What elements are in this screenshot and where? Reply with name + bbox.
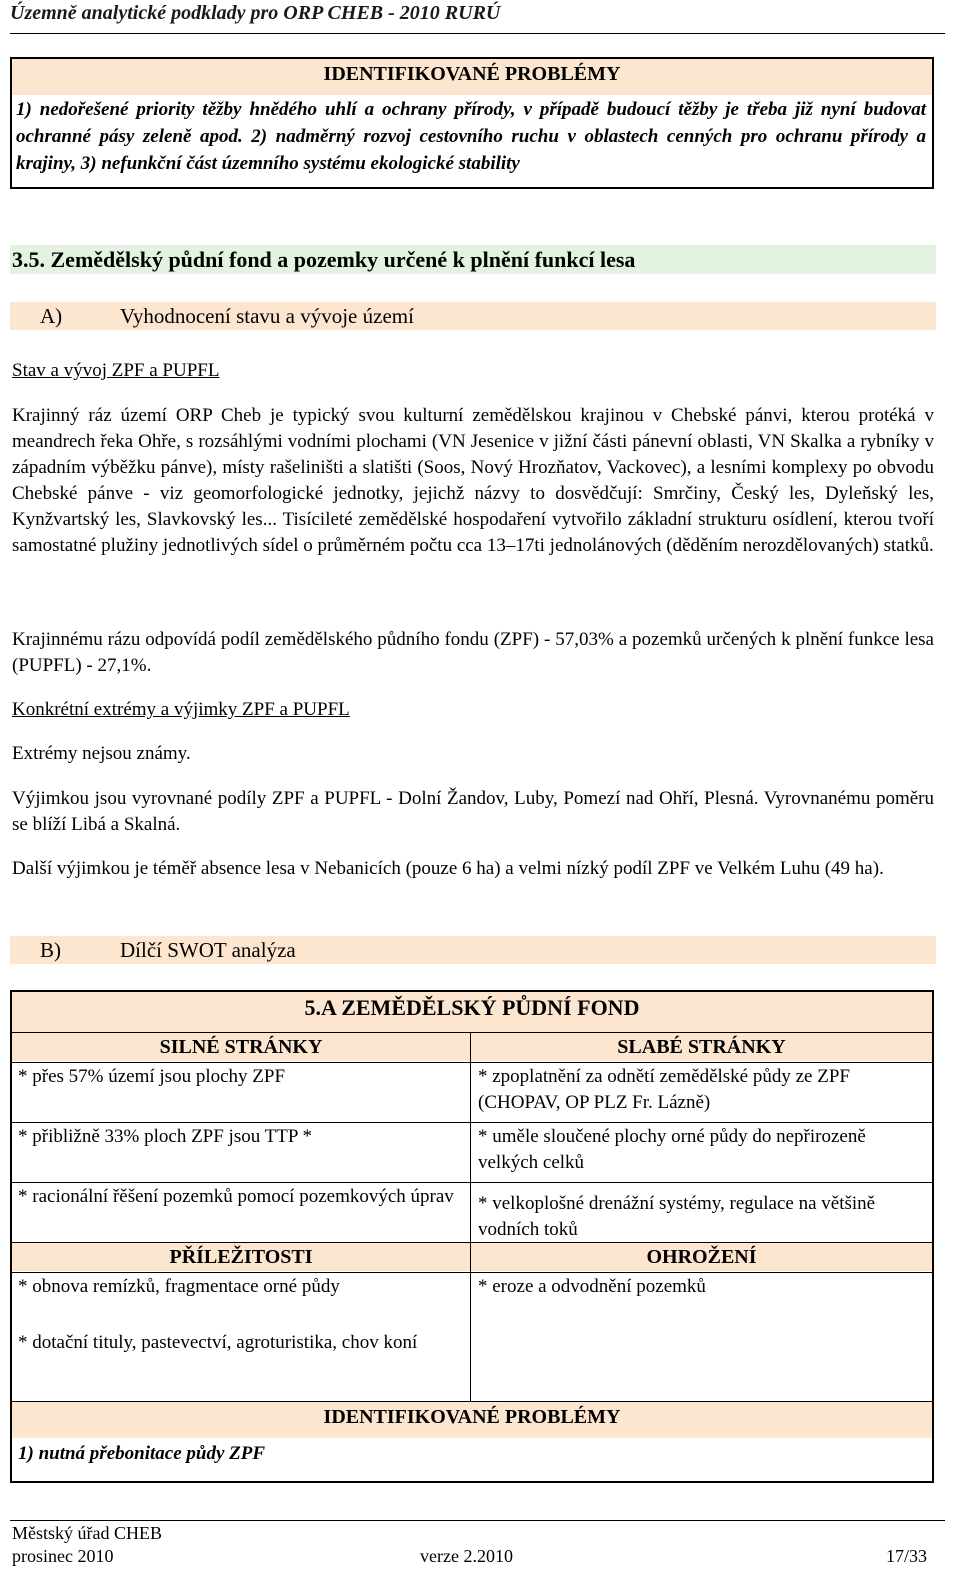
part-b-letter: B) xyxy=(40,938,61,962)
strength-item: * přibližně 33% ploch ZPF jsou TTP * xyxy=(18,1126,312,1147)
weakness-item: * velkoplošné drenážní systémy, regulace na většině vodních toků xyxy=(478,1193,876,1240)
part-a-title: Vyhodnocení stavu a vývoje území xyxy=(120,304,414,328)
table-rule xyxy=(12,1122,932,1123)
paragraph-forest-absence: Další výjimkou je téměř absence lesa v Nebanicích (pouze 6 ha) a velmi nízký podíl ZPF ve Velkém Luhu (49 ha). xyxy=(12,858,884,879)
footer-version: verze 2.2010 xyxy=(420,1546,513,1566)
stav-subtitle: Stav a vývoj ZPF a PUPFL xyxy=(12,360,220,381)
swot-problems-text: 1) nutná přebonitace půdy ZPF xyxy=(18,1443,266,1464)
strength-item: * racionální řěšení pozemků pomocí pozemkových úprav xyxy=(18,1186,454,1207)
footer-divider xyxy=(10,1520,945,1521)
threats-header: OHROŽENÍ xyxy=(471,1243,932,1271)
paragraph-exceptions: Výjimkou jsou vyrovnané podíly ZPF a PUPFL - Dolní Žandov, Luby, Pomezí nad Ohří, Plesná. Vyrovnanému poměru se blíží Libá a Skalná. xyxy=(12,788,934,835)
strength-item: * přes 57% území jsou plochy ZPF xyxy=(18,1066,286,1087)
header-divider xyxy=(10,33,945,34)
footer-page-number: 17/33 xyxy=(886,1546,928,1566)
document-header-title: Územně analytické podklady pro ORP CHEB - 2010 RURÚ xyxy=(10,2,501,24)
part-b-title: Dílčí SWOT analýza xyxy=(120,938,296,962)
swot-caption: 5.A ZEMĚDĚLSKÝ PŮDNÍ FOND xyxy=(12,992,932,1032)
swot-problems-title: IDENTIFIKOVANÉ PROBLÉMY xyxy=(12,1402,932,1438)
paragraph-landscape: Krajinný ráz území ORP Cheb je typický svou kulturní zemědělskou krajinou v Chebské pánvi, kterou protéká v meandrech řeka Ohře, s rozsáhlými vodními plochami (VN Jesenice v jižní části pánevní oblasti, VN Skalka a rybníky v západním výběžku pánve), místy rašeliništi a slatišti (Soos, Nový Hrozňatov, Vackovec), a lesními komplexy po obvodu Chebské pánve - viz geomorfologické jednotky, jejichž názvy to dosvědčují: Smrčiny, Český les, Dyleňský les, Kynžvartský les, Slavkovský les... Tisícileté zemědělské hospodaření vytvořilo základní strukturu osídlení, kterou tvoří samostatné plužiny jednotlivých sídel o průměrném počtu cca 13–17ti jednolánových (děděním nerozdělovaných) statků. xyxy=(12,405,934,556)
footer-office: Městský úřad CHEB xyxy=(12,1523,162,1543)
opportunity-item: * obnova remízků, fragmentace orné půdy xyxy=(18,1276,340,1297)
threat-item: * eroze a odvodnění pozemků xyxy=(478,1276,706,1297)
section-heading: 3.5. Zemědělský půdní fond a pozemky určené k plnění funkcí lesa xyxy=(12,247,636,272)
part-a-letter: A) xyxy=(40,304,63,328)
extremes-subtitle: Konkrétní extrémy a výjimky ZPF a PUPFL xyxy=(12,699,350,720)
table-rule xyxy=(12,1182,932,1183)
paragraph-shares: Krajinnému rázu odpovídá podíl zemědělského půdního fondu (ZPF) - 57,03% a pozemků určených k plnění funkce lesa (PUPFL) - 27,1%. xyxy=(12,629,934,676)
problems-text: 1) nedořešené priority těžby hnědého uhlí a ochrany přírody, v případě budoucí těžby je třeba již nyní budovat ochranné pásy zeleně apod. 2) nadměrný rozvoj cestovního ruchu v oblastech cenných pro ochranu přírody a krajiny, 3) nefunkční část územního systému ekologické stability xyxy=(16,99,926,174)
table-column-divider xyxy=(470,1032,471,1401)
weaknesses-header: SLABÉ STRÁNKY xyxy=(471,1033,932,1061)
opportunity-item: * dotační tituly, pastevectví, agroturistika, chov koní xyxy=(18,1332,418,1353)
paragraph-extremes: Extrémy nejsou známy. xyxy=(12,743,191,764)
table-rule xyxy=(12,1272,932,1273)
table-rule xyxy=(12,1062,932,1063)
strengths-header: SILNÉ STRÁNKY xyxy=(12,1033,470,1061)
weakness-item: * uměle sloučené plochy orné půdy do nepřirozeně velkých celků xyxy=(478,1126,866,1173)
opportunities-header: PŘÍLEŽITOSTI xyxy=(12,1243,470,1271)
weakness-item: * zpoplatnění za odnětí zemědělské půdy ze ZPF (CHOPAV, OP PLZ Fr. Lázně) xyxy=(478,1066,850,1113)
footer-date: prosinec 2010 xyxy=(12,1546,114,1566)
problems-title: IDENTIFIKOVANÉ PROBLÉMY xyxy=(12,59,932,95)
